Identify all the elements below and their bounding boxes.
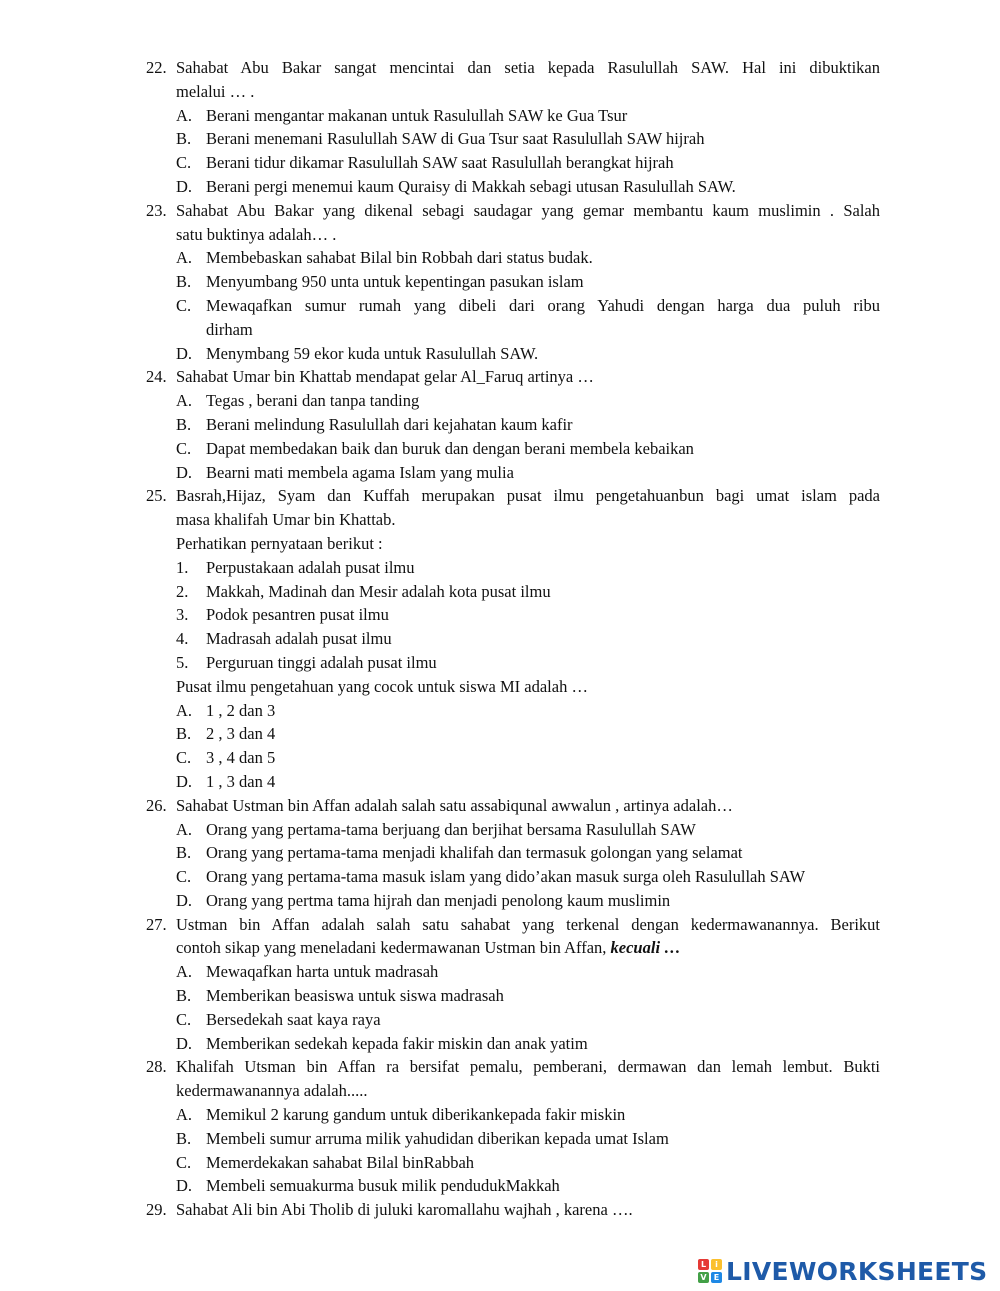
option-text: Orang yang pertma tama hijrah dan menjadi penolong kaum muslimin xyxy=(206,890,671,910)
option-label: B. xyxy=(176,843,192,863)
question-text: Ustman bin Affan adalah salah satu sahabat yang terkenal dengan kedermawanannya. Berikut xyxy=(176,914,880,934)
option-b[interactable] xyxy=(0,127,1000,151)
option-label: C. xyxy=(176,295,192,315)
worksheet-page xyxy=(0,56,1000,1222)
question-27 xyxy=(0,913,1000,1056)
question-text: Sahabat Abu Bakar sangat mencintai dan setia kepada Rasulullah SAW. Hal ini dibuktikan xyxy=(176,58,880,77)
option-label: A. xyxy=(176,391,193,411)
option-d[interactable] xyxy=(0,175,1000,199)
option-b[interactable] xyxy=(0,722,1000,746)
option-text: Orang yang pertama-tama berjuang dan berjihat bersama Rasulullah SAW xyxy=(206,819,696,839)
option-label: A. xyxy=(176,962,193,982)
question-text: Basrah,Hijaz, Syam dan Kuffah merupakan pusat ilmu pengetahuanbun bagi umat islam pada xyxy=(176,486,880,506)
option-text: 3 , 4 dan 5 xyxy=(206,748,276,768)
option-c[interactable] xyxy=(0,746,1000,770)
question-text: kedermawanannya adalah..... xyxy=(176,1081,368,1101)
question-number: 24. xyxy=(146,367,167,387)
logo-text: LIVEWORKSHEETS xyxy=(726,1256,988,1286)
option-label: B. xyxy=(176,1128,192,1148)
question-text: masa khalifah Umar bin Khattab. xyxy=(176,510,396,530)
logo-tile: L xyxy=(698,1259,709,1270)
option-text: Membeli sumur arruma milik yahudidan diberikan kepada umat Islam xyxy=(206,1128,669,1148)
option-c[interactable] xyxy=(0,865,1000,889)
option-label: A. xyxy=(176,819,193,839)
option-d[interactable] xyxy=(0,461,1000,485)
statement-text: Perguruan tinggi adalah pusat ilmu xyxy=(206,652,437,672)
option-c[interactable] xyxy=(0,151,1000,175)
option-text: 1 , 2 dan 3 xyxy=(206,700,276,720)
question-emphasis: kecuali … xyxy=(610,938,681,958)
option-d[interactable] xyxy=(0,342,1000,366)
question-text: contoh sikap yang meneladani kedermawanan Ustman bin Affan, xyxy=(176,938,611,958)
option-text: Memberikan beasiswa untuk siswa madrasah xyxy=(206,986,504,1006)
option-label: B. xyxy=(176,272,192,292)
question-number: 25. xyxy=(146,486,167,506)
question-number: 22. xyxy=(146,58,167,77)
option-a[interactable] xyxy=(0,818,1000,842)
question-text-line xyxy=(176,936,880,960)
question-number: 27. xyxy=(146,914,167,934)
option-label: C. xyxy=(176,1009,192,1029)
statement-item xyxy=(0,651,1000,675)
option-label: A. xyxy=(176,1105,193,1125)
option-d[interactable] xyxy=(0,1174,1000,1198)
logo-tile: E xyxy=(711,1272,722,1283)
question-text: Sahabat Umar bin Khattab mendapat gelar Al_Faruq artinya … xyxy=(176,367,594,387)
option-a[interactable] xyxy=(0,389,1000,413)
option-text: Orang yang pertama-tama masuk islam yang dido’akan masuk surga oleh Rasulullah SAW xyxy=(206,867,806,887)
option-text: Dapat membedakan baik dan buruk dan dengan berani membela kebaikan xyxy=(206,438,694,458)
statement-item xyxy=(0,627,1000,651)
question-number: 23. xyxy=(146,200,167,220)
option-label: D. xyxy=(176,176,193,196)
question-text: satu buktinya adalah… . xyxy=(176,224,337,244)
option-text: 1 , 3 dan 4 xyxy=(206,771,276,791)
statement-label: 2. xyxy=(176,581,189,601)
option-label: B. xyxy=(176,986,192,1006)
logo-tile: V xyxy=(698,1272,709,1283)
option-d[interactable] xyxy=(0,1032,1000,1056)
option-text: Bearni mati membela agama Islam yang mulia xyxy=(206,462,514,482)
option-label: A. xyxy=(176,700,193,720)
option-text: Memberikan sedekah kepada fakir miskin dan anak yatim xyxy=(206,1033,588,1053)
statement-item xyxy=(0,556,1000,580)
option-text: 2 , 3 dan 4 xyxy=(206,724,276,744)
option-a[interactable] xyxy=(0,246,1000,270)
option-b[interactable] xyxy=(0,841,1000,865)
option-label: D. xyxy=(176,343,193,363)
option-label: C. xyxy=(176,438,192,458)
question-text: Sahabat Ali bin Abi Tholib di juluki karomallahu wajhah , karena …. xyxy=(176,1200,633,1220)
question-23 xyxy=(0,199,1000,366)
option-a[interactable] xyxy=(0,1103,1000,1127)
statement-text: Podok pesantren pusat ilmu xyxy=(206,605,389,625)
option-label: C. xyxy=(176,153,192,173)
option-label: C. xyxy=(176,1152,192,1172)
option-label: D. xyxy=(176,462,193,482)
question-28 xyxy=(0,1055,1000,1198)
option-label: B. xyxy=(176,724,192,744)
option-text: Mewaqafkan sumur rumah yang dibeli dari orang Yahudi dengan harga dua puluh ribu xyxy=(206,295,880,315)
option-d[interactable] xyxy=(0,889,1000,913)
question-number: 28. xyxy=(146,1057,167,1077)
question-29 xyxy=(0,1198,1000,1222)
logo-mark-icon xyxy=(698,1259,722,1283)
option-text-continued: dirham xyxy=(206,319,253,339)
option-text: Tegas , berani dan tanpa tanding xyxy=(206,391,420,411)
statement-text: Perpustakaan adalah pusat ilmu xyxy=(206,557,415,577)
option-label: D. xyxy=(176,1033,193,1053)
option-c[interactable] xyxy=(0,1008,1000,1032)
question-24 xyxy=(0,365,1000,484)
option-a[interactable] xyxy=(0,699,1000,723)
question-26 xyxy=(0,794,1000,913)
logo-tile: i xyxy=(711,1259,722,1270)
option-label: B. xyxy=(176,129,192,149)
option-text: Bersedekah saat kaya raya xyxy=(206,1009,381,1029)
statement-label: 3. xyxy=(176,605,189,625)
option-a[interactable] xyxy=(0,104,1000,128)
option-text: Berani mengantar makanan untuk Rasulullah SAW ke Gua Tsur xyxy=(206,105,628,125)
option-text: Memerdekakan sahabat Bilal binRabbah xyxy=(206,1152,475,1172)
option-text: Mewaqafkan harta untuk madrasah xyxy=(206,962,439,982)
option-label: D. xyxy=(176,1176,193,1196)
option-text: Berani menemani Rasulullah SAW di Gua Tsur saat Rasulullah SAW hijrah xyxy=(206,129,705,149)
statement-item xyxy=(0,603,1000,627)
statement-text: Madrasah adalah pusat ilmu xyxy=(206,629,392,649)
option-label: A. xyxy=(176,248,193,268)
option-label: D. xyxy=(176,771,193,791)
option-label: C. xyxy=(176,867,192,887)
option-d[interactable] xyxy=(0,770,1000,794)
option-b[interactable] xyxy=(0,413,1000,437)
option-a[interactable] xyxy=(0,960,1000,984)
option-text: Berani melindung Rasulullah dari kejahatan kaum kafir xyxy=(206,414,573,434)
question-22 xyxy=(0,56,1000,199)
option-text: Orang yang pertama-tama menjadi khalifah dan termasuk golongan yang selamat xyxy=(206,843,743,863)
liveworksheets-logo xyxy=(698,1256,987,1286)
option-c[interactable] xyxy=(0,294,1000,318)
option-text: Berani tidur dikamar Rasulullah SAW saat Rasulullah berangkat hijrah xyxy=(206,153,674,173)
option-text: Berani pergi menemui kaum Quraisy di Makkah sebagi utusan Rasulullah SAW. xyxy=(206,176,736,196)
option-text: Menyumbang 950 unta untuk kepentingan pasukan islam xyxy=(206,272,584,292)
statement-item xyxy=(0,580,1000,604)
question-prompt: Pusat ilmu pengetahuan yang cocok untuk siswa MI adalah … xyxy=(176,676,588,696)
question-text: Sahabat Abu Bakar yang dikenal sebagi saudagar yang gemar membantu kaum muslimin . Salah xyxy=(176,200,880,220)
option-b[interactable] xyxy=(0,1127,1000,1151)
question-text: Khalifah Utsman bin Affan ra bersifat pemalu, pemberani, dermawan dan lemah lembut. Bukti xyxy=(176,1057,880,1077)
question-number: 29. xyxy=(146,1200,167,1220)
option-label: A. xyxy=(176,105,193,125)
option-text: Membebaskan sahabat Bilal bin Robbah dari status budak. xyxy=(206,248,593,268)
option-c[interactable] xyxy=(0,437,1000,461)
statement-text: Makkah, Madinah dan Mesir adalah kota pusat ilmu xyxy=(206,581,551,601)
option-text: Membeli semuakurma busuk milik pendudukMakkah xyxy=(206,1176,560,1196)
question-text: melalui … . xyxy=(176,81,255,101)
option-text: Menymbang 59 ekor kuda untuk Rasulullah SAW. xyxy=(206,343,539,363)
option-b[interactable] xyxy=(0,984,1000,1008)
option-label: C. xyxy=(176,748,192,768)
question-25 xyxy=(0,484,1000,793)
option-label: D. xyxy=(176,890,193,910)
statement-label: 4. xyxy=(176,629,189,649)
question-text: Sahabat Ustman bin Affan adalah salah satu assabiqunal awwalun , artinya adalah… xyxy=(176,795,733,815)
option-c[interactable] xyxy=(0,1151,1000,1175)
statement-label: 5. xyxy=(176,652,189,672)
option-b[interactable] xyxy=(0,270,1000,294)
option-text: Memikul 2 karung gandum untuk diberikankepada fakir miskin xyxy=(206,1105,626,1125)
question-number: 26. xyxy=(146,795,167,815)
statement-label: 1. xyxy=(176,557,189,577)
statements-intro: Perhatikan pernyataan berikut : xyxy=(176,533,383,553)
option-label: B. xyxy=(176,414,192,434)
